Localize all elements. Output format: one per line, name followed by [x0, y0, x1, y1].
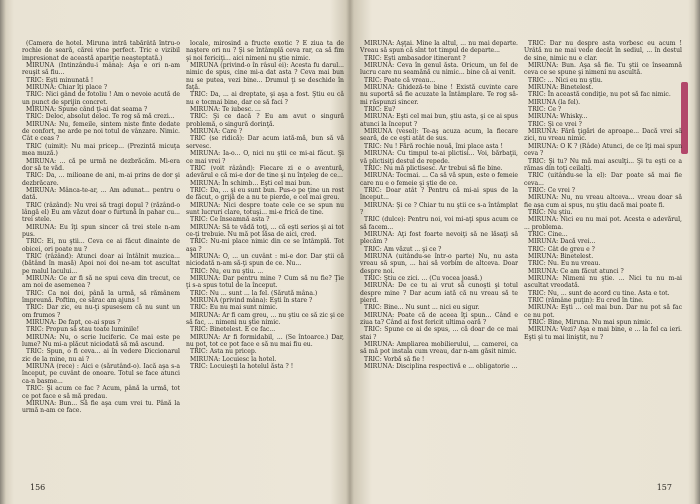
text-paragraph: MIRUNA: Nu, nu vreau altceva... vreau doar să fie aşa cum ai spus, nu ştiu dacă mai poate fi. — [524, 194, 682, 209]
page-number-right: 157 — [656, 483, 672, 492]
text-paragraph: TRIC: Eu? — [364, 106, 396, 114]
left-column-2 — [186, 40, 344, 474]
right-page-columns — [360, 40, 682, 474]
text-paragraph: MIRUNA: Şi ce ? Chiar tu nu ştii ce s-a întâmplat ? — [360, 201, 518, 216]
text-paragraph: MIRUNA: Să te vădă toţi, ... că eşti serios şi ai tot ce-ţi trebuie. Nu mă pot lăsa de aici, cred. — [186, 223, 344, 238]
text-paragraph: TRIC (râzând): Nu vrei să tragi dopul ? (răzând-o lângă el) Eu am văzut doar o furtună în pahar cu... trei stele. — [22, 201, 180, 224]
text-paragraph: TRIC: Eşti minunată ! — [26, 76, 94, 84]
text-paragraph: TRIC (se ridică): Dar acum iată-mă, bun să vă servesc. — [186, 135, 344, 150]
text-paragraph: MIRUNA: Locuiesc la hotel. — [190, 355, 277, 363]
text-paragraph: TRIC: În această condiţie, nu pot să fac nimic. — [528, 91, 671, 99]
text-paragraph: MIRUNA: Fără ţigări de aproape... Dacă vrei să zici, nu vreau nimic. — [524, 128, 682, 143]
text-paragraph: MIRUNA: De fapt, ce-ai spus ? — [26, 319, 121, 327]
text-paragraph: MIRUNA: Ce am făcut atunci ? — [528, 267, 624, 275]
text-paragraph: MIRUNA: Dar pentru mine ? Cum să nu fie? Ţie ţi s-a spus totul de la început. — [186, 275, 344, 290]
text-paragraph: TRIC: Eu nu mai sunt nimic. — [190, 304, 278, 312]
text-paragraph: TRIC: Deloc, absolut deloc. Te rog să mă crezi... — [26, 113, 175, 121]
text-paragraph: TRIC: Nici gând de fotoliu ! Am o nevoie acută de un punct de sprijin concret. — [22, 91, 180, 106]
text-paragraph: MIRUNA: Ampliarea mobilierului, ... camerei, ca să mă pot instala cum vreau, dar n-am găsit nimic. — [360, 341, 518, 356]
text-paragraph: TRIC: Ştiu ce zici. ... (Cu vocea joasă.) — [364, 275, 483, 282]
text-paragraph: TRIC: Da, ... milioane de ani, m-ai prins de dor şi dezbrăcare. — [22, 172, 180, 187]
text-paragraph: TRIC: Bine... Nu sunt ... nici eu sigur. — [364, 304, 480, 312]
text-paragraph: TRIC: Propun să stau toate luminile! — [26, 326, 140, 334]
text-paragraph: TRIC: Da, ... şi eu sunt bun. Pus-o pe ţine un rost de făcut, o grijă de a nu te pierde, e cel mai greu. — [186, 186, 344, 202]
left-page-columns — [22, 40, 344, 474]
text-paragraph: TRIC: Şi ce vrei ? — [528, 120, 582, 128]
text-paragraph: MIRUNA: Ceva în genul ăsta. Oricum, un fel de lucru care nu seamănă cu nimic... bine că ai venit. — [360, 62, 518, 77]
text-paragraph: TRIC: Nu, eu nu ştiu. ... — [190, 267, 264, 275]
text-paragraph: MIRUNA: Chiar îţi place ? — [26, 84, 108, 92]
text-paragraph: TRIC: Cât de greu e ? — [528, 245, 595, 253]
left-column-1 — [22, 40, 180, 474]
text-paragraph: MIRUNA: Ar fi cam greu, ... nu ştiu ce să zic şi ce să fac, ... nimeni nu ştie nimic. — [186, 311, 344, 327]
page-number-left: 156 — [30, 483, 46, 492]
text-paragraph: TRIC: Dar zic, eu nu-ţi spusesem că nu sunt un om frumos ? — [22, 304, 180, 319]
text-paragraph: TRIC: Nu ştiu. — [528, 208, 573, 216]
text-paragraph: TRIC: Şi ce dacă ? Eu am avut o singură problemă, o singură dorinţă. — [186, 113, 344, 128]
text-paragraph: MIRUNA: Tocmai. ... Ca să vă spun, este o femeie care nu e o femeie şi ştie de ce. — [360, 172, 518, 187]
text-paragraph: TRIC: Ei, nu ştii... Ceva ce ai făcut dinainte de obicei, ori poate nu ? — [22, 238, 180, 253]
text-paragraph: MIRUNA: Ar fi formidabil, ... (Se întoarce.) Dar, nu pot, tot ce pot face e să nu mai fiu eu. — [186, 333, 344, 349]
text-paragraph: TRIC: Ce ? — [528, 106, 562, 114]
text-paragraph: TRIC: Da, ... ai dreptate, şi aşa a fost. Ştiu eu că nu e tocmai bine, dar ce să faci ? — [186, 91, 344, 106]
text-paragraph: TRIC (voit râzând): Fiecare zi e o aventură, adevărul e că mi-e dor de tine şi nu înţeleg de ce... — [186, 164, 344, 180]
text-paragraph: TRIC: Cine... — [528, 230, 568, 238]
text-paragraph: MIRUNA: Ce ar fi să ne spui ceva din trecut, ce am noi de asemenea ? — [22, 275, 180, 290]
text-paragraph: TRIC: Bine, Miruna. Nu mai spun nimic. — [528, 319, 653, 327]
text-paragraph: TRIC: Doar atât ? Pentru că mi-ai spus de la început... — [360, 186, 518, 202]
text-paragraph: MIRUNA: Ia-o... O, nici nu ştii ce mi-ai făcut. Şi ce mai vrei ? — [186, 150, 344, 165]
text-paragraph: MIRUNA (vesel): Te-aş acuza acum, la fiecare seară, de ce eşti atât de sus. — [360, 128, 518, 143]
text-paragraph: MIRUNA: În schimb... Eşti cel mai bun. — [190, 179, 313, 187]
text-paragraph: MIRUNA (uitându-se într-o parte) Nu, nu asta vreau să spun, ... hai să vorbim de altceva. Doar despre noi. — [360, 252, 518, 275]
text-paragraph: TRIC: Locuieşti la hotelul ăsta ? ! — [190, 363, 294, 371]
text-paragraph: MIRUNA: Bun. Aşa să fie. Tu ştii ce înseamnă ceva ce se spune şi nimeni nu ascultă. — [524, 62, 682, 77]
text-paragraph: TRIC: Binetelest. E ce fac... — [190, 326, 276, 334]
right-column-1 — [360, 40, 518, 474]
text-paragraph: MIRUNA: Mânca-te-ar, ... Am adunat... pentru o dată. — [22, 186, 180, 202]
text-paragraph: MIRUNA: O K ? (Râde) Atunci, de ce îţi mai spun ceva ? — [524, 142, 682, 158]
text-paragraph: TRIC (dulce): Pentru noi, voi mi-aţi spus acum ce să facem... — [360, 216, 518, 231]
text-paragraph: MIRUNA: Eu îţi spun sincer că trei stele n-am pus. — [22, 223, 180, 238]
text-paragraph: MIRUNA: Vezi? Aşa e mai bine, e ... la fel ca ieri. Eşti şi tu mai liniştit, nu ? — [524, 326, 682, 341]
text-paragraph: MIRUNA: Nici despre toate cele ce se spun nu sunt lucruri clare, totuşi... mi-e frică de tine. — [186, 201, 344, 216]
left-page — [22, 12, 344, 494]
text-paragraph: MIRUNA: Care ? — [190, 128, 243, 136]
text-paragraph: MIRUNA: ... că pe urmă ne dezbrăcăm. Mi-era dor să te văd. — [22, 157, 180, 172]
text-paragraph: TRIC: Poate că vreau... — [364, 76, 436, 84]
text-paragraph: TRIC: Am văzut ... şi ce ? — [364, 245, 442, 253]
text-paragraph: MIRUNA: Poate că de aceea îţi spun... Când e ziua ta? Când ai fost fericit ultima oară ? — [360, 311, 518, 327]
text-paragraph: MIRUNA: Aşţai. Mine la altul, ... nu mai departe. Vreau să spun că sînt tot timpul de departe... — [360, 40, 518, 55]
text-paragraph: TRIC: Vorbă să fie ! — [364, 355, 425, 363]
right-page — [360, 12, 682, 494]
text-paragraph: (Camera de hotel. Miruna intră tabărâtă întru-o rochie de seară, cărei vine perfect. Tric e vizibil impresionat de această apariţie neaşteptată.) — [22, 40, 180, 62]
text-paragraph: TRIC (uimit): Nu mai pricep... (Prezintă micuţa mea muză.) — [22, 142, 180, 158]
text-paragraph: MIRUNA: Ghideză-te bine ! Există cuvinte care nu suportă să fie acuzate la întâmplare. Te rog să-mi răspunzi sincer. — [360, 84, 518, 106]
text-paragraph: TRIC: Nu ... sunt ... la fel. (Sărută mâna.) — [190, 289, 318, 297]
text-paragraph: MIRUNA: Nimeni nu ştie. ... Nici tu nu m-ai ascultat vreodată. — [524, 275, 682, 290]
text-paragraph: MIRUNA: Whisky... — [528, 113, 588, 121]
text-paragraph: MIRUNA (rece) : Aici e (sărutând-o). Iacă aşa s-a început, pe cuvânt de onoare. Totul se face atunci ca-n basme... — [22, 363, 180, 385]
text-paragraph: MIRUNA (Intinzându-i mâna): Aşa e ori n-am reuşit să fiu... — [22, 62, 180, 77]
text-paragraph: TRIC: Ca noi doi, până la urmă, să rămânem împreună. Poftim, ce sărac am ajuns ! — [22, 289, 180, 305]
text-paragraph: TRIC: Asta nu pricep. — [190, 348, 257, 356]
text-paragraph: MIRUNA: Disciplina respectivă e ... obligatorie ... — [364, 363, 518, 371]
text-paragraph: TRIC (râzând): Atunci doar ai întâlnit muzica... (bătând în masă) Apoi noi doi ne-am tot ascultat pe malul lacului... — [22, 252, 180, 275]
text-paragraph: TRIC: Spune ce ai de spus, ... că doar de ce mai stai ? — [360, 326, 518, 341]
text-paragraph: TRIC (uitându-se la el): Dar poate să mai fie ceva... — [524, 172, 682, 187]
text-paragraph: TRIC: Nu-mi place nimic din ce se întâmplă. Tot aşa ? — [186, 238, 344, 253]
text-paragraph: MIRUNA (la fel). — [528, 98, 581, 106]
text-paragraph: MIRUNA: Binetelest. — [528, 84, 594, 92]
text-paragraph: MIRUNA: Binetelest. — [528, 252, 594, 260]
text-paragraph: TRIC: Nu. Eu nu vreau. — [528, 260, 601, 268]
text-paragraph: TRIC: Ce vrei ? — [528, 186, 576, 194]
text-paragraph: TRIC: ... Nici eu nu ştiu. — [528, 76, 603, 84]
text-paragraph: MIRUNA: Te iubesc. ... — [190, 106, 261, 114]
text-paragraph: MIRUNA (privind-o în râsul ei): Acesta fu darul... nimic de spus, cine mi-a dat asta ? Ceva mai bun nu se putea, vezi bine... Drumul ţi se deschide în faţă. — [186, 62, 344, 92]
text-paragraph: MIRUNA: Eşti cel mai bun, ştiu asta, şi ce ai spus atunci la început ? — [360, 113, 518, 128]
text-paragraph: TRIC: Ce înseamnă asta ? — [190, 216, 270, 224]
right-column-2 — [524, 40, 682, 474]
text-paragraph: TRIC: Nu, ... sunt de acord cu tine. Asta e tot. — [528, 289, 670, 297]
text-paragraph: MIRUNA: Spune când ţi-ai dat seama ? — [26, 106, 148, 114]
text-paragraph: TRIC: Nu ! Fără rochie nouă, îmi place asta ! — [364, 142, 503, 150]
text-paragraph: MIRUNA (privind mâna): Eşti în stare ? — [190, 297, 313, 305]
text-paragraph: TRIC: Şi tu? Nu mă mai asculţi... Şi tu eşti ce a rămas din toţi ceilalţi. — [524, 157, 682, 172]
ribbon-bookmark — [681, 82, 688, 154]
text-paragraph: MIRUNA: De ce tu ai vrut să cunoşti şi totul despre mine ? Dar acum iată că nu vreau să te pierd. — [360, 282, 518, 305]
text-paragraph: MIRUNA: Nici eu nu mai pot. Acesta e adevărul, ... problema. — [524, 216, 682, 231]
text-paragraph: MIRUNA: Cu timpul te-ai plictisi... Voi, bărbaţii, vă plictisiţi destul de repede. — [360, 150, 518, 165]
text-paragraph: TRIC: Şi acum ce fac ? Acum, până la urmă, tot ce pot face e să mă predau. — [22, 385, 180, 400]
text-paragraph: TRIC: Dar nu despre asta vorbesc eu acum ! Urâtă nu ne mai vede decât în sediul, ... în destul de sine, nimic nu e clar. — [524, 40, 682, 62]
text-paragraph: MIRUNA: Dacă vrei... — [528, 238, 596, 246]
text-paragraph: MIRUNA: Eşti ... cel mai bun. Dar nu pot să fac ce nu pot. — [524, 304, 682, 319]
text-paragraph: MIRUNA: Aţi fost foarte nevoiţi să ne lăsaţi să plecăm ? — [360, 230, 518, 246]
text-paragraph: TRIC (rămâne puţin): Eu cred în tine. — [528, 297, 644, 305]
text-paragraph: locale, mirosind a fructe exotic ? E ziua ta de naştere ori nu ? Şi se întâmplă ceva rar, ca să fim şi noi fericiţi... aici nimeni nu ştie nimic. — [186, 40, 344, 62]
text-paragraph: TRIC: Spun, o fi ceva... ai în vedere Diccionarul zic de la mine, nu ai ? — [22, 348, 180, 363]
text-paragraph: MIRUNA: Nu, femeile, sintem niste finte dedate de confort, ne arde pe noi totul de vânzare. Nimic. Cât e ceas ? — [22, 120, 180, 143]
text-paragraph: TRIC: Eşti ambasador itinerant ? — [364, 54, 466, 62]
text-paragraph: MIRUNA: O, ... un cuvânt : mi-e dor. Dar ştii că niciodată n-am să-ţi spun de ce. Nu... — [186, 252, 344, 268]
text-paragraph: MIRUNA: Bun... Să fie aşa cum vrei tu. Până la urmă n-am ce face. — [22, 399, 180, 415]
text-paragraph: MIRUNA: Nu, o scrie luciferic. Ce mai este pe lume? Nu mi-a plăcut niciodată să mă ascund. — [22, 333, 180, 349]
text-paragraph: TRIC: Nu mă plictisesc. Ar trebui să fie bine. — [364, 164, 503, 172]
